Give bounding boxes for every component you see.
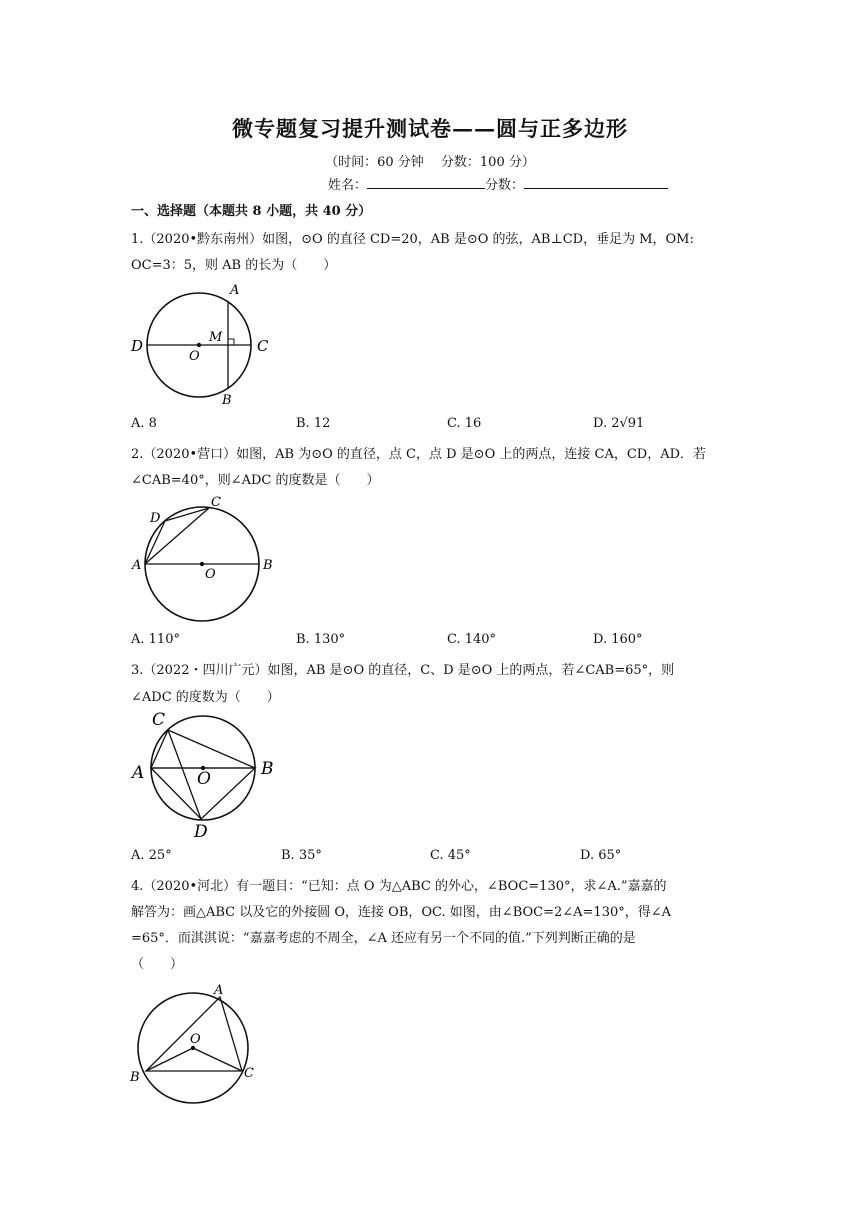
question-4-figure <box>126 980 276 1112</box>
score-blank[interactable] <box>524 176 668 189</box>
question-1-option-a[interactable]: A. 8 <box>131 416 157 431</box>
label-C: C <box>257 337 269 355</box>
label-O: O <box>197 769 211 789</box>
label-C: C <box>152 710 166 730</box>
label-B: B <box>261 759 274 779</box>
question-2-line-1: 2.（2020•营口）如图，AB 为⊙O 的直径，点 C，点 D 是⊙O 上的两点，连接 CA，CD，AD．若 <box>131 447 707 462</box>
question-1-line-1: 1.（2020•黔东南州）如图，⊙O 的直径 CD=20，AB 是⊙O 的弦，AB⊥CD，垂足为 M，OM: <box>131 232 694 247</box>
question-3-option-c[interactable]: C. 45° <box>430 848 471 863</box>
question-2-figure <box>126 494 286 626</box>
name-label: 姓名： <box>328 178 368 193</box>
section-heading: 一、选择题（本题共 8 小题，共 40 分） <box>131 204 372 219</box>
label-O: O <box>205 567 216 582</box>
question-2-option-b[interactable]: B. 130° <box>296 632 346 647</box>
label-O: O <box>189 349 200 364</box>
question-4-line-4: （ ） <box>131 957 184 972</box>
label-B: B <box>222 393 232 408</box>
question-2-line-2: ∠CAB=40°，则∠ADC 的度数是（ ） <box>131 473 380 488</box>
question-1-option-c[interactable]: C. 16 <box>447 416 482 431</box>
label-B: B <box>263 558 273 573</box>
label-C: C <box>211 495 221 510</box>
name-blank[interactable] <box>367 176 485 189</box>
question-3-figure <box>126 708 286 844</box>
label-A: A <box>132 558 142 573</box>
question-4-line-2: 解答为：画△ABC 以及它的外接圆 O，连接 OB，OC. 如图，由∠BOC=2∠A=130°，得∠A <box>131 905 672 920</box>
label-D: D <box>131 337 144 355</box>
question-1-option-b[interactable]: B. 12 <box>296 416 331 431</box>
question-4-line-1: 4.（2020•河北）有一题目：“已知：点 O 为△ABC 的外心，∠BOC=130°，求∠A.”嘉嘉的 <box>131 879 667 894</box>
label-O: O <box>190 1032 201 1047</box>
question-2-option-c[interactable]: C. 140° <box>447 632 497 647</box>
label-B: B <box>130 1070 140 1085</box>
score-label: 分数： <box>485 178 525 193</box>
question-3-line-1: 3.（2022・四川广元）如图，AB 是⊙O 的直径，C、D 是⊙O 上的两点，若∠CAB=65°，则 <box>131 663 675 678</box>
question-4-line-3: =65°．而淇淇说：“嘉嘉考虑的不周全，∠A 还应有另一个不同的值.”下列判断正确的是 <box>131 931 636 946</box>
question-1-option-d[interactable]: D. 2√91 <box>593 416 645 431</box>
question-2-option-d[interactable]: D. 160° <box>593 632 643 647</box>
student-info-line <box>328 174 668 193</box>
question-3-option-a[interactable]: A. 25° <box>131 848 172 863</box>
label-A: A <box>230 283 240 298</box>
question-3-option-d[interactable]: D. 65° <box>580 848 622 863</box>
label-C: C <box>244 1066 254 1081</box>
question-1-line-2: OC=3：5，则 AB 的长为（ ） <box>131 258 337 273</box>
label-D: D <box>194 822 208 842</box>
question-3-option-b[interactable]: B. 35° <box>281 848 322 863</box>
label-A: A <box>214 983 224 998</box>
question-1-figure <box>126 278 286 408</box>
page-title: 微专题复习提升测试卷——圆与正多边形 <box>232 116 628 141</box>
label-D: D <box>150 511 161 526</box>
label-M: M <box>209 330 223 345</box>
question-3-line-2: ∠ADC 的度数为（ ） <box>131 690 280 705</box>
exam-subtitle: （时间：60 分钟 分数：100 分） <box>325 155 535 170</box>
question-2-option-a[interactable]: A. 110° <box>131 632 180 647</box>
label-A: A <box>132 763 145 783</box>
